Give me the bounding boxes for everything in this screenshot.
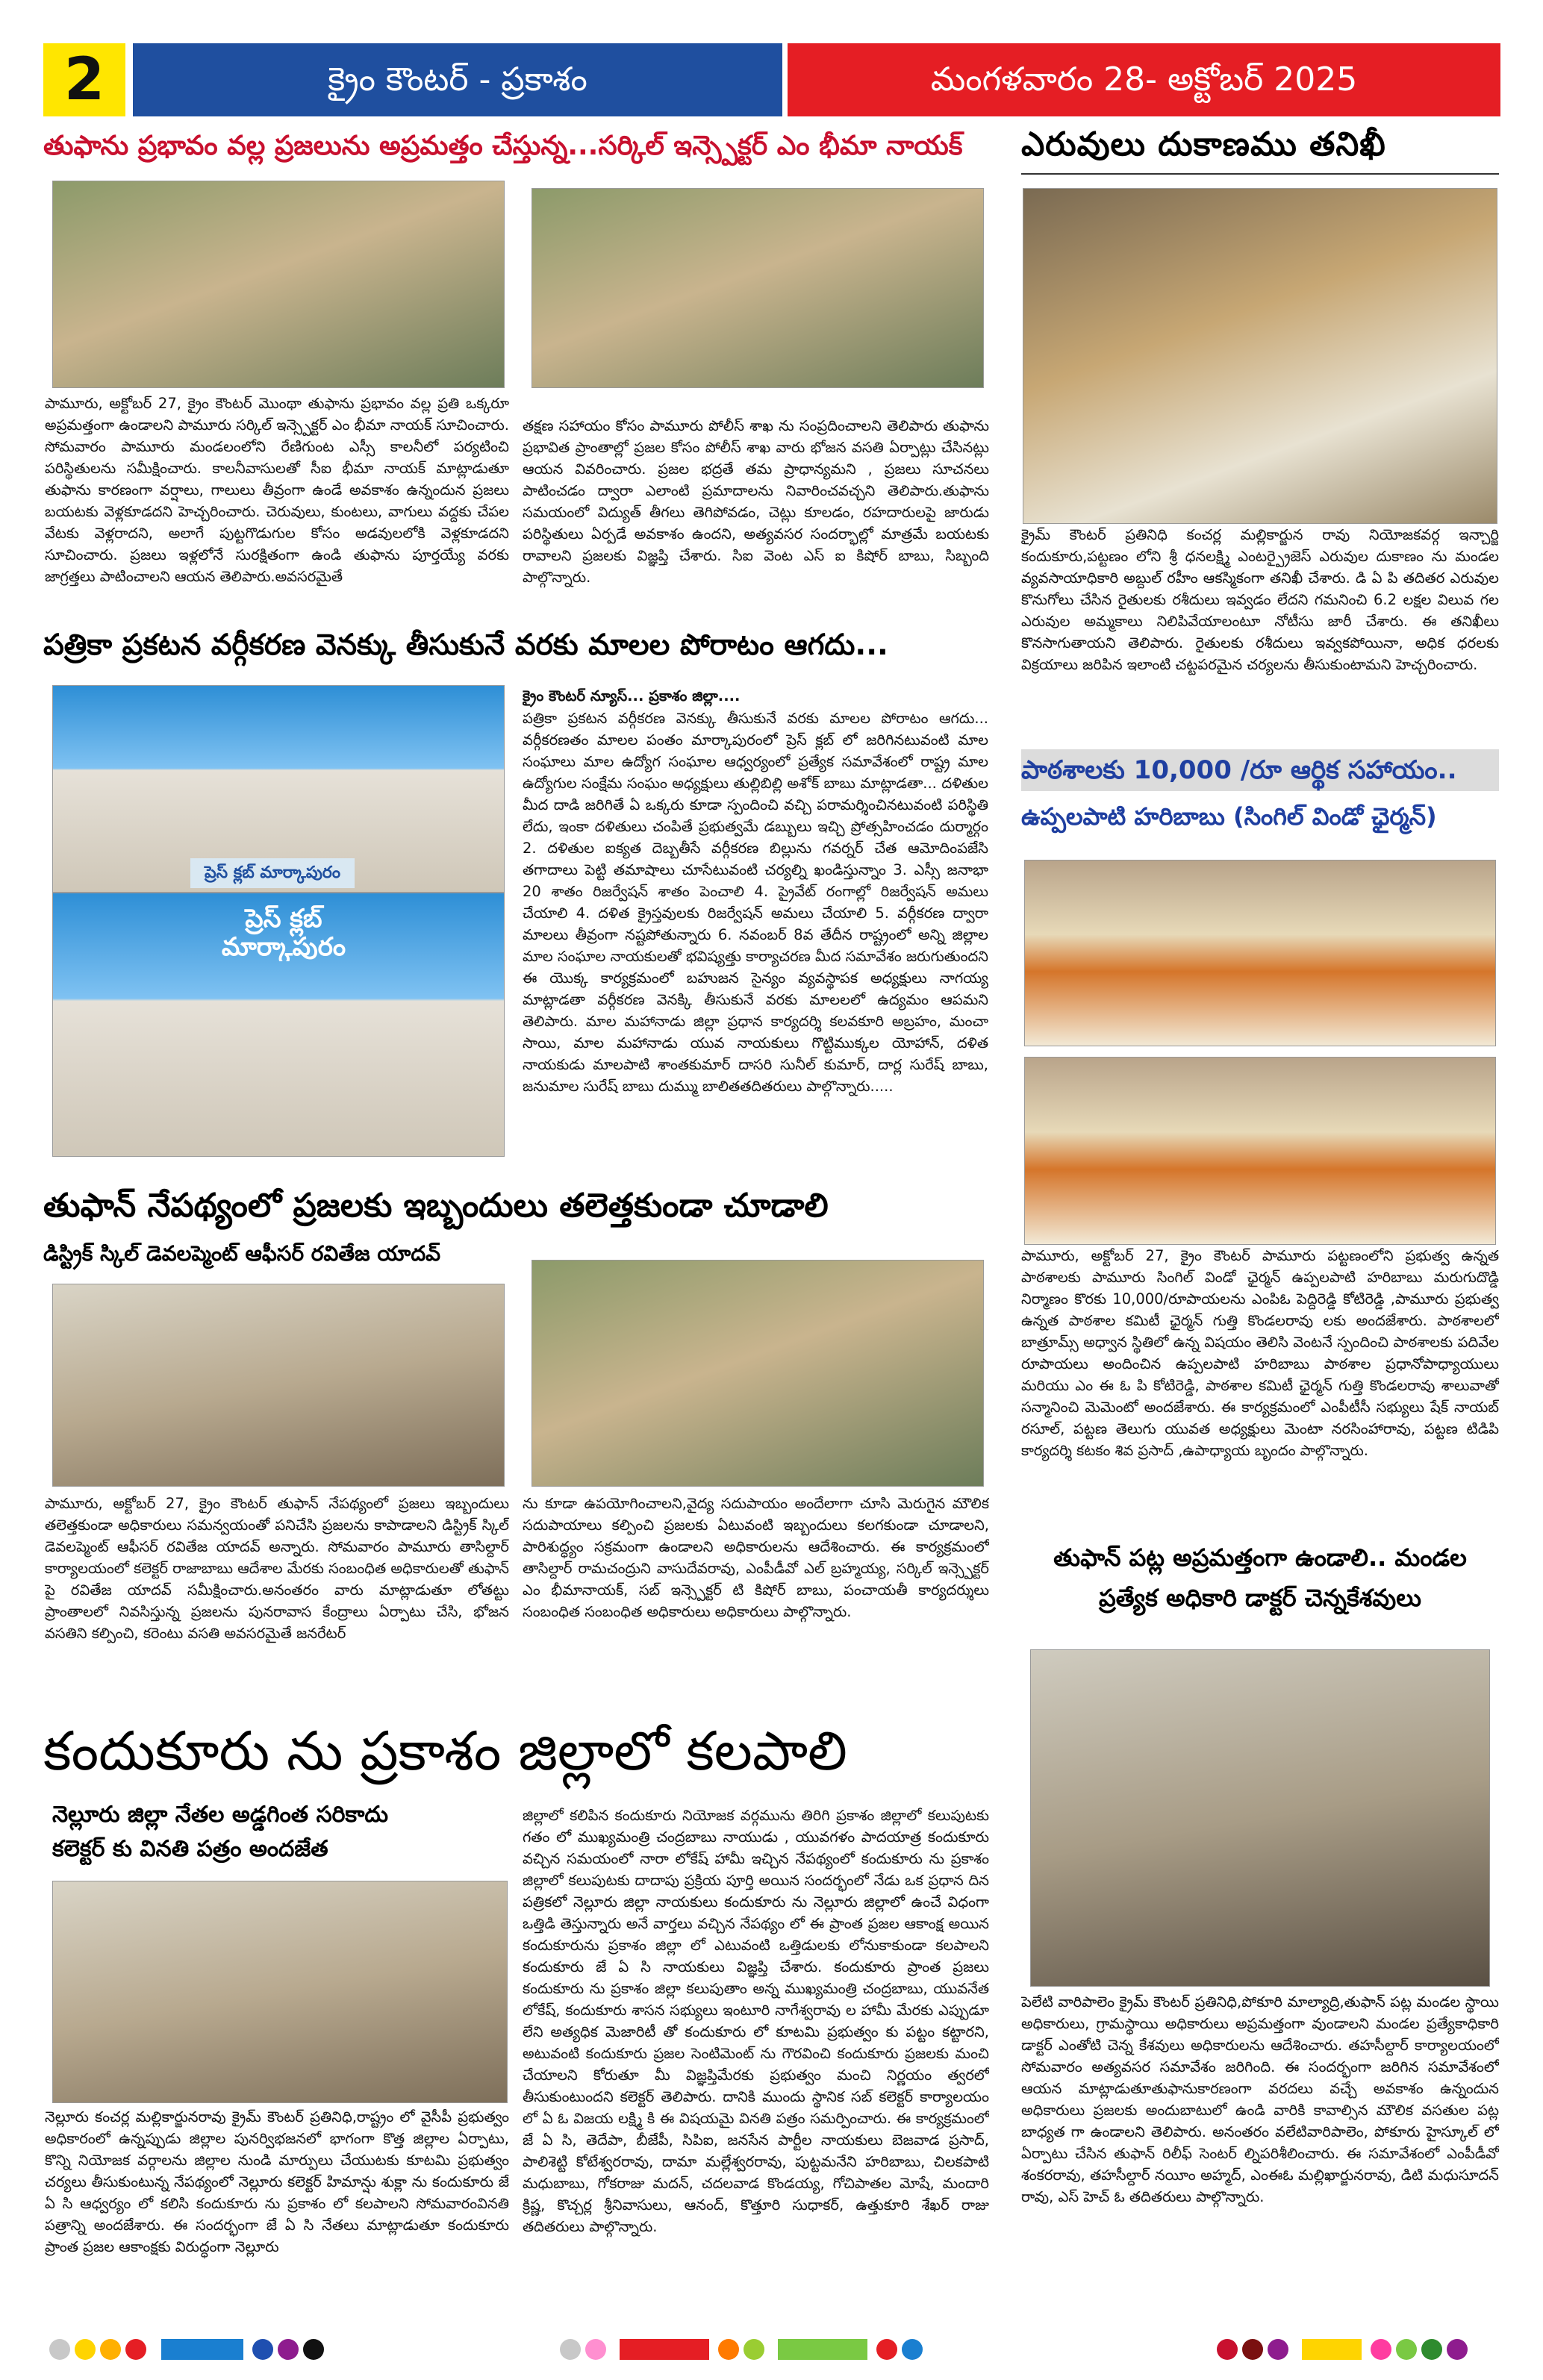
photo-collector-petition (52, 1881, 508, 2103)
photo-field-inspection (532, 1260, 984, 1487)
story-fertilizer-text: క్రైమ్ కౌంటర్ ప్రతినిధి కంచర్ల మల్లికార్జున రావు నియోజకవర్గ ఇన్చార్జి కందుకూరు,పట్టణం లోని శ్రీ ధనలక్ష్మి ఎంటర్ప్రైజెస్ ఎరువుల దుకాణం ను మండల వ్యవసాయాధికారి అబ్దుల్ రహీం ఆకస్మికంగా తనిఖీ చేశారు. డి ఏ పి తదితర ఎరువుల కొనుగోలు చేసిన రైతులకు రశీదులు ఇవ్వడం లేదని గమనించి 6.2 లక్షల విలువ గల ఎరువుల అమ్మకాలు నిలిపివేయాలంటూ నోటీసు జారీ చేశారు. ఈ తనిఖీలు కొనసాగుతాయని తెలిపారు. రైతులకు రశీదులు ఇవ్వకపోయినా, అధిక ధరలకు విక్రయాలు జరిపిన ఇలాంటి చట్టపరమైన చర్యలను తీసుకుంటామని హెచ్చరించారు. (1021, 526, 1499, 673)
color-dot (252, 2339, 273, 2360)
color-dot (876, 2339, 897, 2360)
photo-tahsildar-meeting (1030, 1649, 1490, 1987)
rule-fertilizer (1021, 173, 1499, 175)
story-kandukur-col2: జిల్లాలో కలిపిన కందుకూరు నియోజక వర్గమును తిరిగి ప్రకాశం జిల్లాలో కలుపుటకు గతం లో ముఖ్యమంత్రి చంద్రబాబు నాయుడు , యువగళం పాదయాత్ర కందుకూరు వచ్చిన సమయంలో నారా లోకేష్ హామీ ఇచ్చిన నేపథ్యంలో కందుకూరు ను ప్రకాశం జిల్లాలో కలుపుటకు దాదాపు ప్రక్రియ పూర్తి అయిన సందర్భంలో నేడు ఒక ప్రధాన దిన పత్రికలో నెల్లూరు జిల్లా నాయకులు కందుకూరు ను నెల్లూరు జిల్లాలో ఉంచే విధంగా ఒత్తిడి తెస్తున్నారు అనే వార్తలు వచ్చిన నేపథ్యం లో ఈ ప్రాంత ప్రజల ఆకాంక్ష అయిన కందుకూరును ప్రకాశం జిల్లా లో ఎటువంటి ఒత్తిడులకు లోనుకాకుండా కలపాలని కందుకూరు జే ఏ సి నాయకులు విజ్ఞప్తి చేశారు. కందుకూరు ప్రాంత ప్రజలు కందుకూరు ను ప్రకాశం జిల్లా కలుపుతాం అన్న ముఖ్యమంత్రి చంద్రబాబు, యువనేత లోకేష్, కందుకూరు శాసన సభ్యులు ఇంటూరి నాగేశ్వరావు ల హామీ మేరకు ఎప్పుడూ లేని అత్యధిక మెజారిటీ తో కందుకూరు లో కూటమి ప్రభుత్వం కు పట్టం కట్టారని, అటువంటి కందుకూరు ప్రజల సెంటిమెంట్ ను గౌరవించి కందుకూరు ప్రజలకు మంచి చేయాలని కోరుతూ మీ విజ్ఞప్తిమేరకు ప్రభుత్వం మంచి నిర్ణయం త్వరలో తీసుకుంటుందని కలెక్టర్ తెలిపారు. దానికి ముందు స్థానిక సబ్ కలెక్టర్ కార్యాలయం లో ఏ ఓ విజయ లక్ష్మి కి ఈ విషయమై వినతి పత్రం సమర్పించారు. ఈ కార్యక్రమంలో జే ఏ సి, తెదేపా, బీజేపీ, సిపిఐ, జనసేన పార్టీల నాయకులు బెజవాడ ప్రసాద్, పాలిశెట్టి కోటేశ్వరరావు, దామా మల్లేశ్వరరావు, పుట్టమనేని హరిబాబు, చిలకపాటి మధుబాబు, గోకరాజు మదన్, చదలవాడ కొండయ్య, గోచిపాతల మోషే, మందారి క్రిష్ణ, కొచ్చర్ల శ్రీనివాసులు, ఆనంద్, కొత్తూరి సుధాకర్, ఉత్తుకూరి శేఖర్ రాజు తదితరులు పాల్గొన్నారు. (523, 1807, 989, 2235)
press-club-sign-1: ప్రెస్ క్లబ్ మార్కాపురం (190, 858, 355, 888)
photo-police-colony-visit (52, 181, 505, 388)
color-dot (718, 2339, 739, 2360)
color-dot (278, 2339, 299, 2360)
press-club-sign-2: ప్రెస్ క్లబ్ మార్కాపురం (221, 905, 346, 961)
subhead-haribabu: ఉప్పలపాటి హరిబాబు (సింగిల్ విండో ఛైర్మన్) (1021, 802, 1437, 831)
story-review-col2: ను కూడా ఉపయోగించాలని,వైద్య సదుపాయం అందేలాగా చూసి మెరుగైన మౌలిక సదుపాయాలు కల్పించి ప్రజలకు ఏటువంటి ఇబ్బందులు కలగకుండా చూడాలని, పారిశుద్ధ్యం సక్రమంగా ఉండాలని అధికారులను ఆదేశించారు. ఈ కార్యక్రమంలో తాసిల్దార్ రామచంద్రుని వాసుదేవరావు, ఎంపీడీవో ఎల్ బ్రహ్మయ్య, సర్కిల్ ఇన్స్పెక్టర్ ఎం భీమానాయక్, సబ్ ఇన్స్పెక్టర్ టి కిషోర్ బాబు, పంచాయతీ కార్యదర్శులు సంబంధిత సంబంధిత అధికారులు అధికారులు పాల్గొన్నారు. (523, 1495, 989, 1620)
story-school-text: పామూరు, అక్టోబర్ 27, క్రైం కౌంటర్ పామూరు పట్టణంలోని ప్రభుత్వ ఉన్నత పాఠశాలకు పామూరు సింగిల్ విండో ఛైర్మన్ ఉప్పలపాటి హరిబాబు మరుగుదొడ్డి నిర్మాణం కొరకు 10,000/రూపాయలను ఎంపిఓ పెద్దిరెడ్డి కోటిరెడ్డి ,పామూరు ప్రభుత్వ ఉన్నత పాఠశాల కమిటీ ఛైర్మన్ గుత్తి కొండలరావు లకు అందజేశారు. పాఠశాలలో బాత్రూమ్స్ అధ్వాన స్థితిలో ఉన్న విషయం తెలిసి వెంటనే స్పందించి పాఠశాలకు పదివేల రూపాయలు అందించిన ఉప్పలపాటి హరిబాబు పాఠశాల ప్రధానోపాధ్యాయులు మరియు ఎం ఈ ఓ పి కోటిరెడ్డి, పాఠశాల కమిటీ ఛైర్మన్ గుత్తి కొండలరావు శాలువాతో సన్మానించి మెమెంటో అందజేశారు. ఈ కార్యక్రమంలో ఎంపీటీసీ సభ్యులు షేక్ నాయబ్ రసూల్, పట్టణ తెలుగు యువత అధ్యక్షులు మెంటా నరసింహారావు, పట్టణ టిడిపి కార్యదర్శి కటకం శివ ప్రసాద్ ,ఉపాధ్యాయ బృందం పాల్గొన్నారు. (1021, 1247, 1499, 1459)
photo-police-hut-visit (532, 188, 984, 388)
color-dot (585, 2339, 606, 2360)
story-review-col1: పామూరు, అక్టోబర్ 27, క్రైం కౌంటర్ తుఫాన్ నేపథ్యంలో ప్రజలు ఇబ్బందులు తలెత్తకుండా అధికారులు సమన్వయంతో పనిచేసి ప్రజలను కాపాడాలని డిస్ట్రిక్ స్కిల్ డెవలప్మెంట్ ఆఫీసర్ రవితేజ యాదవ్ అన్నారు. సోమవారం పామూరు తాసిల్దార్ కార్యాలయంలో కలెక్టర్ రాజాబాబు ఆదేశాల మేరకు సంబంధిత అధికారులతో తుఫాన్ పై రవితేజ యాదవ్ సమీక్షించారు.అనంతరం వారు మాట్లాడుతూ లోతట్టు ప్రాంతాలలో నివసిస్తున్న ప్రజలను పునరావాస కేంద్రాలు ఏర్పాటు చేసి, భోజన వసతిని కల్పించి, కరెంటు వసతి అవసరమైతే జనరేటర్ (45, 1495, 509, 1642)
subhead-skill-officer: డిస్ట్రిక్ స్కిల్ డెవలప్మెంట్ ఆఫీసర్ రవితేజ యాదవ్ (43, 1241, 440, 1266)
color-dot (1242, 2339, 1263, 2360)
photo-school-donation-2 (1024, 1057, 1496, 1245)
headline-kandukur-prakasam: కందుకూరు ను ప్రకాశం జిల్లాలో కలపాలి (43, 1720, 847, 1782)
color-dot (902, 2339, 923, 2360)
headline-cyclone-review: తుఫాన్ నేపథ్యంలో ప్రజలకు ఇబ్బందులు తలెత్తకుండా చూడాలి (43, 1187, 829, 1225)
color-dot (100, 2339, 121, 2360)
story-mala-dateline: క్రైం కౌంటర్ న్యూస్... ప్రకాశం జిల్లా.... (523, 687, 741, 705)
color-dot (1371, 2339, 1391, 2360)
color-dot (125, 2339, 146, 2360)
section-banner: క్రైం కౌంటర్ - ప్రకాశం (133, 43, 782, 116)
color-dot (1447, 2339, 1468, 2360)
color-dot (303, 2339, 324, 2360)
subhead-collector-petition: కలెక్టర్ కు వినతి పత్రం అందజేత (52, 1836, 328, 1862)
photo-review-meeting (52, 1284, 505, 1487)
story-special-officer-text: పెలేటి వారిపాలెం క్రైమ్ కౌంటర్ ప్రతినిధి,పోకూరి మాల్యాద్రి,తుఫాన్ పట్ల మండల స్థాయి అధికారులు, గ్రామస్థాయి అధికారులు అప్రమత్తంగా వుండాలని మండల ప్రత్యేకాధికారి డాక్టర్ ఎంతోటి చెన్న కేశవులు అధికారులను ఆదేశించారు. తహసీల్దార్ కార్యాలయంలో సోమవారం అత్యవసర సమావేశం జరిగింది. ఈ సందర్భంగా జరిగిన సమావేశంలో ఆయన మాట్లాడుతూతుఫానుకారణంగా వరదలు వచ్చే అవకాశం ఉన్నందున అధికారులు ప్రజలకు అందుబాటులో ఉండి వారికి కావాల్సిన మౌలిక వసతుల పట్ల బాధ్యత గా ఉండాలని తెలిపారు. అనంతరం వలేటివారిపాలెం, పోకూరు హైస్కూల్ లో ఏర్పాటు చేసిన తుఫాన్ రిలీఫ్ సెంటర్ ల్నిపరిశీలించారు. ఈ సమావేశంలో ఎంపీడీవో శంకరరావు, తహసీల్దార్ నయీం అహ్మద్, ఎంఈఓ మల్లిఖార్జునరావు, డిటి మధుసూదన్ రావు, ఎస్ హెచ్ ఓ తదితరులు పాల్గొన్నారు. (1021, 1993, 1499, 2205)
color-dot (1217, 2339, 1238, 2360)
color-dot (560, 2339, 581, 2360)
color-dot (1268, 2339, 1288, 2360)
headline-school-donation: పాఠశాలకు 10,000 /రూ ఆర్థిక సహాయం.. (1021, 749, 1499, 791)
footer-color-bar-left (49, 2339, 318, 2360)
color-bar (1302, 2339, 1362, 2360)
color-bar (778, 2339, 867, 2360)
photo-fertilizer-inspection (1023, 188, 1497, 524)
story-cyclone-col1: పామూరు, అక్టోబర్ 27, క్రైం కౌంటర్ మొంథా తుఫాను ప్రభావం వల్ల ప్రతి ఒక్కరూ అప్రమత్తంగా ఉండాలని పామూరు సర్కిల్ ఇన్స్పెక్టర్ ఎం భీమా నాయక్ సూచించారు. సోమవారం పామూరు మండలంలోని రేణిగుంట ఎస్సీ కాలనీలో పర్యటించి పరిస్థితులను సమీక్షించారు. కాలనీవాసులతో సీఐ భీమా నాయక్ మాట్లాడుతూ తుఫాను కారణంగా వర్షాలు, గాలులు తీవ్రంగా ఉండే అవకాశం ఉన్నందున ప్రజలు బయటకు వెళ్లకూడదని హెచ్చరించారు. చెరువులు, కుంటలు, వాగులు వద్దకు చేపల వేటకు వెళ్లరాదని, అలాగే పుట్టగొడుగుల కోసం అడవులలోకి వెళ్లకూడదని సూచించారు. ప్రజలు ఇళ్లలోనే సురక్షితంగా ఉండి తుఫాను పూర్తయ్యే వరకు జాగ్రత్తలు పాటించాలని ఆయన తెలిపారు.అవసరమైతే (45, 395, 509, 585)
color-dot (75, 2339, 96, 2360)
color-bar (620, 2339, 709, 2360)
date-banner: మంగళవారం 28- అక్టోబర్ 2025 (788, 43, 1500, 116)
footer-color-bar-right (1217, 2339, 1486, 2360)
color-bar (161, 2339, 243, 2360)
page-number: 2 (43, 43, 125, 116)
footer-color-bar-mid (560, 2339, 948, 2360)
story-kandukur-col1: నెల్లూరు కంచర్ల మల్లికార్జునరావు క్రైమ్ కౌంటర్ ప్రతినిధి,రాష్ట్రం లో వైసీపీ ప్రభుత్వం అధికారంలో ఉన్నప్పుడు జిల్లాల పునర్విభజనలో భాగంగా కొత్త జిల్లాల ఏర్పాటు, కొన్ని నియోజక వర్గాలను జిల్లాల నుండి మార్పులు చేయుటకు కూటమి ప్రభుత్వం చర్యలు తీసుకుంటున్న నేపథ్యంలో నెల్లూరు కలెక్టర్ హిమాన్షు శుక్లా ను కందుకూరు జే ఏ సి ఆధ్వర్యం లో కలిసి కందుకూరు ను ప్రకాశం లో కలపాలని సోమవారంవినతి పత్రాన్ని అందజేశారు. ఈ సందర్భంగా జే ఏ సి నేతలు మాట్లాడుతూ కందుకూరు ప్రాంత ప్రజల ఆకాంక్షకు విరుద్ధంగా నెల్లూరు (45, 2108, 509, 2255)
color-dot (1421, 2339, 1442, 2360)
photo-school-donation-1 (1024, 860, 1496, 1046)
headline-fertilizer-shop: ఎరువులు దుకాణము తనిఖీ (1021, 125, 1386, 163)
story-mala-text: పత్రికా ప్రకటన వర్గీకరణ వెనక్కు తీసుకునే వరకు మాలల పోరాటం ఆగదు... వర్గీకరణతం మాలల పంతం మార్కాపురంలో ప్రెస్ క్లబ్ లో జరిగినటువంటి మాల సంఘాలు మాల ఉద్యోగ సంఘాల ఆధ్వర్యంలో ప్రత్యేక సమావేశంలో రాష్ట్ర మాల ఉద్యోగుల సంక్షేమ సంఘం అధ్యక్షులు తుల్లిబిల్లి అశోక్ బాబు మాట్లాడతా... దళితుల మీద దాడి జరిగితే ఏ ఒక్కరు కూడా స్పందించి వచ్చి పరామర్శించినటువంటి పరిస్థితి లేదు, ఇంకా దళితులు చంపితే ప్రభుత్వమే డబ్బులు ఇచ్చి ప్రోత్సహించడం దుర్మార్గం 2. దళితుల ఐక్యత దెబ్బతీసే వర్గీకరణ బిల్లును గవర్నర్ చేత ఆమోదింపజేసి తగాదాలు పెట్టి తమాషాలు చూసేటువంటి చర్యల్ని ఖండిస్తున్నాం 3. ఎస్సీ జనాభా 20 శాతం రిజర్వేషన్ శాతం పెంచాలి 4. ప్రైవేట్ రంగాల్లో రిజర్వేషన్ అమలు చేయాలి 4. దళిత క్రైస్తవులకు రిజర్వేషన్ అమలు చేయాలి 5. వర్గీకరణ ద్వారా మాలలు తీవ్రంగా నష్టపోతున్నారు 6. నవంబర్ 8వ తేదీన రాష్ట్రంలో అన్ని జిల్లాల మాల సంఘాల నాయకులతో భవిష్యత్తు కార్యాచరణ మీద సమావేశం జరుగుతుందని ఈ యొక్క కార్యక్రమంలో బహుజన సైన్యం వ్యవస్థాపక అధ్యక్షులు నాగయ్య మాట్లాడతా వర్గీకరణ వెనక్కి తీసుకునే వరకు మాలలలో ఉద్యమం ఆపమని తెలిపారు. మాల మహానాడు జిల్లా ప్రధాన కార్యదర్శి కలవకూరి అబ్రహం, మంచా సాయి, మాల మహానాడు యువ నాయకులు గొట్టిముక్కల యోహాన్, దళిత నాయకుడు మాలపాటి శాంతకుమార్ దాసరి సునీల్ కుమార్, దార్ల సురేష్ బాబు, జనుమాల సురేష్ బాబు దుమ్ము బాలితతదితరులు పాల్గొన్నారు..... (523, 710, 988, 1095)
color-dot (744, 2339, 764, 2360)
story-cyclone-col2: తక్షణ సహాయం కోసం పామూరు పోలీస్ శాఖ ను సంప్రదించాలని తెలిపారు తుఫాను ప్రభావిత ప్రాంతాల్లో ప్రజల కోసం పోలీస్ శాఖ వారు భోజన వసతి ఏర్పాట్లు చేసినట్లు ఆయన వివరించారు. ప్రజల భద్రతే తమ ప్రాధాన్యమని , ప్రజలు సూచనలు పాటించడం ద్వారా ఎలాంటి ప్రమాదాలను నివారించవచ్చని తెలిపారు.తుఫాను సమయంలో విద్యుత్ తీగలు తెగిపోవడం, చెట్లు కూలడం, రహదారులపై జారుడు పరిస్థితులు ఏర్పడే అవకాశం ఉందని, అత్యవసర సందర్భాల్లో మాత్రమే బయటకు రావాలని ప్రజలకు విజ్ఞప్తి చేశారు. సిఐ వెంట ఎస్ ఐ కిషోర్ బాబు, సిబ్బంది పాల్గొన్నారు. (523, 417, 989, 586)
color-dot (49, 2339, 70, 2360)
headline-mala-protest: పత్రికా ప్రకటన వర్గీకరణ వెనక్కు తీసుకునే వరకు మాలల పోరాటం ఆగదు... (43, 628, 888, 662)
headline-special-officer: తుఫాన్ పట్ల అప్రమత్తంగా ఉండాలి.. మండల ప్రత్యేక అధికారి డాక్టర్ చెన్నకేశవులు (1053, 1543, 1467, 1612)
color-dot (1396, 2339, 1417, 2360)
headline-cyclone-police: తుఫాను ప్రభావం వల్ల ప్రజలును అప్రమత్తం చేస్తున్న...సర్కిల్ ఇన్స్పెక్టర్ ఎం భీమా నాయక్ (43, 131, 963, 161)
subhead-nellore-leaders: నెల్లూరు జిల్లా నేతల అడ్డగింత సరికాదు (52, 1802, 388, 1828)
